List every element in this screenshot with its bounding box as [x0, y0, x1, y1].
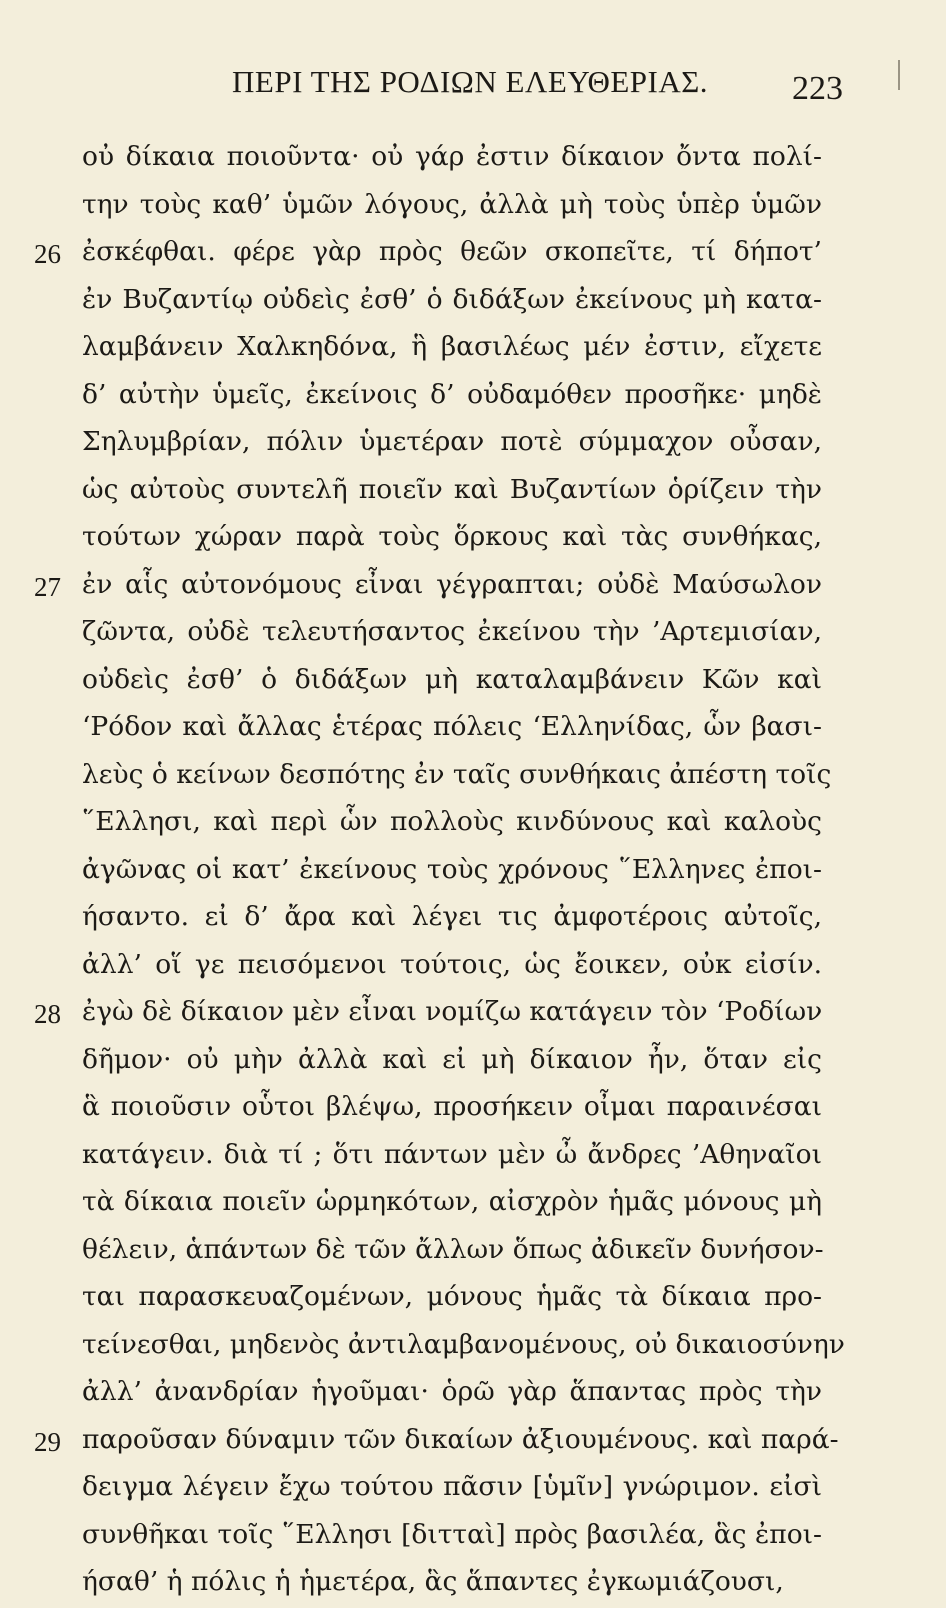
line-text: δειγμα λέγειν ἔχω τούτου πᾶσιν [ὑμῖν] γνώριμον. εἰσὶ: [82, 1471, 822, 1502]
text-line: [0, 1275, 946, 1323]
line-text: ὡς αὐτοὺς συντελῆ ποιεῖν καὶ Βυζαντίων ὁρίζειν τὴν: [82, 473, 822, 505]
text-line: [0, 800, 946, 848]
text-line: [0, 1418, 946, 1466]
section-number: 26: [34, 239, 61, 269]
text-line: [0, 183, 946, 231]
line-text: κατάγειν. διὰ τί ; ὅτι πάντων μὲν ὦ ἄνδρες ’Αθηναῖοι: [82, 1138, 822, 1170]
line-text: ἐν αἷς αὐτονόμους εἶναι γέγραπται; οὐδὲ Μαύσωλον: [82, 568, 822, 600]
text-line: [0, 1038, 946, 1086]
line-text: ἐσκέφθαι. φέρε γὰρ πρὸς θεῶν σκοπεῖτε, τί δήποτ’: [82, 236, 822, 267]
text-line: [0, 1370, 946, 1418]
text-line: [0, 563, 946, 611]
section-number: 27: [34, 571, 61, 602]
text-block: [0, 135, 946, 1608]
text-line: [0, 325, 946, 373]
line-text: ἀλλ’ ἀνανδρίαν ἡγοῦμαι· ὁρῶ γὰρ ἅπαντας πρὸς τὴν: [82, 1376, 822, 1407]
page-header: [0, 64, 946, 114]
text-line: [0, 1323, 946, 1371]
running-head: ΠΕΡΙ ΤΗΣ ΡΟΔΙΩΝ ΕΛΕΥΘΕΡΙΑΣ.: [232, 64, 709, 99]
line-text: δῆμον· οὐ μὴν ἀλλὰ καὶ εἰ μὴ δίκαιον ἦν, ὅταν εἰς: [82, 1043, 822, 1075]
text-line: [0, 990, 946, 1038]
text-line: [0, 420, 946, 468]
section-number: 29: [34, 1426, 61, 1457]
text-line: [0, 373, 946, 421]
line-text: ἃ ποιοῦσιν οὗτοι βλέψω, προσήκειν οἶμαι παραινέσαι: [82, 1091, 822, 1122]
line-text: ἐν Βυζαντίῳ οὐδεὶς ἐσθ’ ὁ διδάξων ἐκείνους μὴ κατα-: [82, 283, 822, 315]
text-line: [0, 1513, 946, 1561]
text-line: [0, 943, 946, 991]
page-number: 223: [792, 70, 843, 107]
text-line: [0, 230, 946, 278]
text-line: [0, 753, 946, 801]
text-line: [0, 278, 946, 326]
text-line: [0, 1228, 946, 1276]
text-line: [0, 135, 946, 183]
text-line: [0, 1560, 946, 1608]
line-text: ἀγῶνας οἱ κατ’ ἐκείνους τοὺς χρόνους ῞Ελληνες ἐποι-: [82, 853, 822, 885]
line-text: ἐγὼ δὲ δίκαιον μὲν εἶναι νομίζω κατάγειν τὸν ‘Ροδίων: [82, 996, 823, 1027]
line-text: παροῦσαν δύναμιν τῶν δικαίων ἀξιουμένους. καὶ παρά-: [82, 1423, 839, 1455]
line-text: την τοὺς καθ’ ὑμῶν λόγους, ἀλλὰ μὴ τοὺς ὑπὲρ ὑμῶν: [82, 188, 822, 220]
section-number: 28: [34, 999, 61, 1029]
line-text: λεὺς ὁ κείνων δεσπότης ἐν ταῖς συνθήκαις ἀπέστη τοῖς: [82, 758, 832, 790]
text-line: [0, 1133, 946, 1181]
line-text: ἀλλ’ οἵ γε πεισόμενοι τούτοις, ὡς ἔοικεν, οὐκ εἰσίν.: [82, 948, 822, 980]
line-text: θέλειν, ἁπάντων δὲ τῶν ἄλλων ὅπως ἀδικεῖν δυνήσον-: [82, 1233, 824, 1265]
text-line: [0, 1085, 946, 1133]
text-line: [0, 1180, 946, 1228]
text-line: [0, 515, 946, 563]
line-text: ήσαντο. εἰ δ’ ἄρα καὶ λέγει τις ἀμφοτέροις αὐτοῖς,: [82, 901, 822, 932]
line-text: ‘Ρόδον καὶ ἄλλας ἑτέρας πόλεις ‘Ελληνίδας, ὧν βασι-: [82, 711, 822, 742]
text-line: [0, 468, 946, 516]
line-text: οὐ δίκαια ποιοῦντα· οὐ γάρ ἐστιν δίκαιον ὄντα πολί-: [82, 141, 822, 172]
line-text: συνθῆκαι τοῖς ῞Ελλησι [διτταὶ] πρὸς βασιλέα, ἃς ἐποι-: [82, 1518, 822, 1550]
text-line: [0, 610, 946, 658]
text-line: [0, 705, 946, 753]
line-text: τούτων χώραν παρὰ τοὺς ὅρκους καὶ τὰς συνθήκας,: [82, 521, 822, 552]
line-text: ῞Ελλησι, καὶ περὶ ὧν πολλοὺς κινδύνους καὶ καλοὺς: [82, 806, 822, 837]
text-line: [0, 1465, 946, 1513]
line-text: ήσαθ’ ἡ πόλις ἡ ἡμετέρα, ἃς ἅπαντες ἐγκωμιάζουσι,: [82, 1566, 784, 1597]
line-text: τὰ δίκαια ποιεῖν ὡρμηκότων, αἰσχρὸν ἡμᾶς μόνους μὴ: [82, 1186, 822, 1217]
line-text: δ’ αὐτὴν ὑμεῖς, ἐκείνοις δ’ οὐδαμόθεν προσῆκε· μηδὲ: [82, 378, 822, 410]
text-line: [0, 848, 946, 896]
text-line: [0, 658, 946, 706]
line-text: οὐδεὶς ἐσθ’ ὁ διδάξων μὴ καταλαμβάνειν Κῶν καὶ: [82, 663, 822, 695]
line-text: λαμβάνειν Χαλκηδόνα, ἣ βασιλέως μέν ἐστιν, εἴχετε: [82, 331, 822, 362]
line-text: Σηλυμβρίαν, πόλιν ὑμετέραν ποτὲ σύμμαχον οὖσαν,: [82, 426, 822, 457]
line-text: τείνεσθαι, μηδενὸς ἀντιλαμβανομένους, οὐ δικαιοσύνην: [82, 1328, 845, 1360]
text-line: [0, 895, 946, 943]
line-text: ται παρασκευαζομένων, μόνους ἡμᾶς τὰ δίκαια προ-: [82, 1281, 822, 1312]
line-text: ζῶντα, οὐδὲ τελευτήσαντος ἐκείνου τὴν ’Αρτεμισίαν,: [82, 616, 822, 647]
